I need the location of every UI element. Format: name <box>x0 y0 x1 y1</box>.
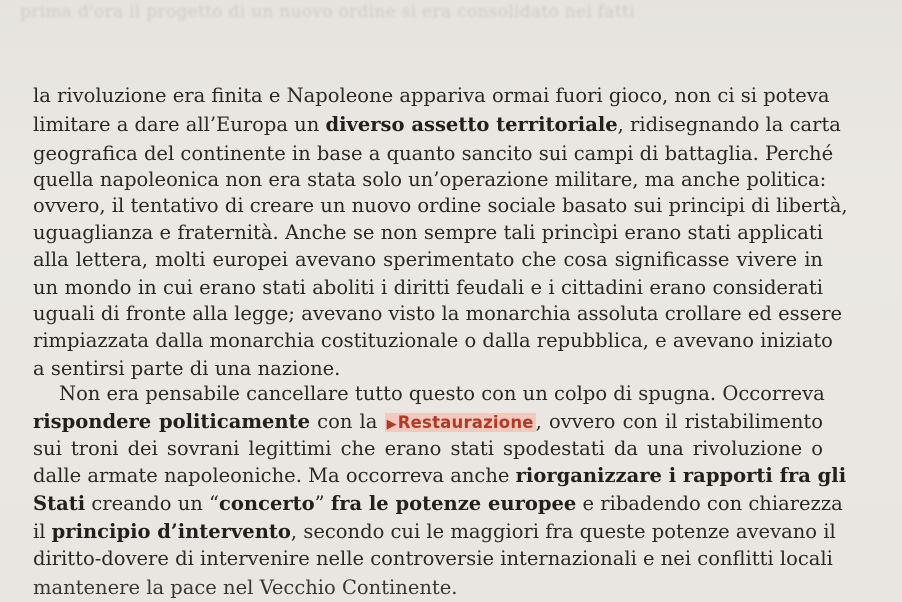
text-line: quella napoleonica non era stata solo un’operazione militare, ma anche politica: <box>33 168 827 191</box>
text-line: geografica del continente in base a quanto sancito sui campi di battaglia. Perché <box>33 142 834 165</box>
text-line: Non era pensabile cancellare tutto questo con un colpo di spugna. Occorreva <box>59 382 825 405</box>
text-line: a sentirsi parte di una nazione. <box>33 357 341 380</box>
text-line: la rivoluzione era finita e Napoleone appariva ormai fuori gioco, non ci si poteva <box>33 84 830 107</box>
text-line: Stati creando un “concerto” fra le potenze europee e ribadendo con chiarezza <box>33 492 843 515</box>
text-line: uguali di fronte alla legge; avevano visto la monarchia assoluta crollare ed essere <box>33 302 843 325</box>
bold-term: riorganizzare i rapporti fra gli <box>515 464 847 487</box>
text-line: rispondere politicamente con la ▶Restaurazione , ovvero con il ristabilimento <box>33 410 823 433</box>
text-line: uguaglianza e fraternità. Anche se non sempre tali princìpi erano stati applicati <box>33 221 823 244</box>
bold-term: rispondere politicamente <box>33 410 310 433</box>
bold-term: Stati <box>33 492 86 515</box>
text-line: sui troni dei sovrani legittimi che erano stati spodestati da una rivoluzione o <box>33 437 823 460</box>
bold-term: concerto <box>219 492 315 515</box>
bleed-through-text: prima d'ora il progetto di un nuovo ordine si era consolidato nei fatti <box>20 2 635 22</box>
bold-term: diverso assetto territoriale <box>325 113 618 136</box>
triangle-right-icon: ▶ <box>386 417 398 432</box>
text-line: ovvero, il tentativo di creare un nuovo ordine sociale basato sui principi di libertà, <box>33 194 848 217</box>
text-line: alla lettera, molti europei avevano sperimentato che cosa significasse vivere in <box>33 248 823 271</box>
bold-term: principio d’intervento <box>51 520 291 543</box>
text-line: limitare a dare all’Europa un diverso assetto territoriale, ridisegnando la carta <box>33 113 841 136</box>
bold-term: fra le potenze europee <box>330 492 577 515</box>
text-line: dalle armate napoleoniche. Ma occorreva anche riorganizzare i rapporti fra gli <box>33 464 847 487</box>
text-line: rimpiazzata dalla monarchia costituzionale o dalla repubblica, e avevano iniziato <box>33 329 833 352</box>
text-line: il principio d’intervento, secondo cui le maggiori fra queste potenze avevano il <box>33 520 836 543</box>
glossary-link-restaurazione[interactable]: ▶Restaurazione <box>386 413 534 432</box>
text-line-partial: mantenere la pace nel Vecchio Continente. <box>33 576 458 599</box>
text-line: un mondo in cui erano stati aboliti i diritti feudali e i cittadini erano considerati <box>33 276 823 299</box>
text-line: diritto-dovere di intervenire nelle controversie internazionali e nei conflitti locali <box>33 547 833 570</box>
